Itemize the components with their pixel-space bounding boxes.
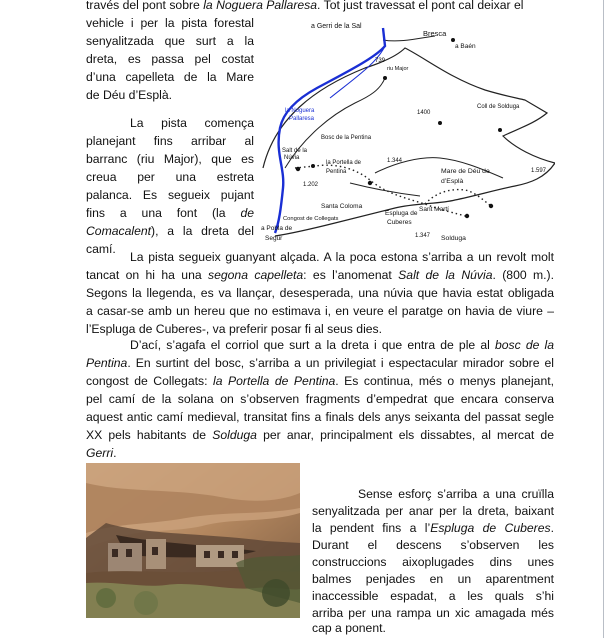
map-label-pobla-1: a Pobla de <box>261 225 293 232</box>
point-marker <box>465 214 469 218</box>
text-line: cap a ponent. <box>312 621 386 635</box>
map-label-1347: 1.347 <box>415 233 431 239</box>
point-marker <box>438 121 442 125</box>
valley-line <box>285 78 385 168</box>
text-line: de Déu d’Esplà. <box>86 88 173 102</box>
map-label-santa-coloma: Santa Coloma <box>321 203 363 210</box>
text-line: fins a una font (la de <box>86 206 254 220</box>
point-marker <box>383 76 387 80</box>
map-label-1202: 1.202 <box>303 182 319 188</box>
point-marker <box>311 164 315 168</box>
text-line: creua per una estreta <box>86 170 254 184</box>
text-line: senyalitzada per anar per la dreta, baixant <box>312 504 554 518</box>
valley-line <box>350 183 420 196</box>
text-line: barranc (riu Major), que es <box>86 152 254 166</box>
text-line: la pendent fins a l’Espluga de Cuberes. <box>312 521 554 535</box>
text-line: vehicle i per la pista forestal <box>86 16 254 30</box>
map-label-espluga-1: Espluga de <box>385 210 418 217</box>
map-label-1597: 1.597 <box>531 168 547 174</box>
point-marker <box>368 181 372 185</box>
text-line: pel camí de la solana on s’observen fragments d’empedrat que encara conserva <box>86 392 554 406</box>
map-label-739: 739 <box>375 58 386 64</box>
text-line: camí. <box>86 242 116 256</box>
map-label-salt-2: Núvia <box>284 155 300 161</box>
map-label-mare-2: d’Esplà <box>441 178 464 185</box>
map-label-bresca: Bresca <box>423 29 447 38</box>
map-label-bosc: Bosc de la Pentina <box>321 135 372 141</box>
map-label-1400: 1400 <box>417 110 431 116</box>
map-label-1344: 1.344 <box>387 158 403 164</box>
text-line: Segons la llegenda, es va llançar, desesperada, una núvia que havia estat obligada <box>86 286 554 300</box>
text-line: XX pels habitants de Solduga per anar, principalment els dissabtes, al mercat de <box>86 428 554 442</box>
map-label-espluga-2: Cuberes <box>387 219 412 226</box>
text-line: construccions aixoplugades dins unes <box>312 555 554 569</box>
text-line: congost de Collegats: la Portella de Pentina. Es continua, més o menys planejant, <box>86 374 554 388</box>
text-line: arriba per una rampa un xic amagada més <box>312 606 554 620</box>
text-line: Sense esforç s’arriba a una cruïlla <box>358 487 554 501</box>
map-label-mare-1: Mare de Déu de <box>441 168 490 175</box>
text-line: dreta, es passa pel costat <box>86 52 254 66</box>
map-label-noguera-1: la Noguera <box>285 108 315 114</box>
text-line: Comacalent), a la dreta del <box>86 224 254 238</box>
ridge-outline <box>263 48 555 236</box>
text-line: palanca. Es segueix pujant <box>86 188 254 202</box>
text-line: aquest antic camí medieval, transitat fins a finals dels anys seixanta del passat segle <box>86 410 554 424</box>
text-line: La pista segueix guanyant alçada. A la poca estona s’arriba a un revolt molt <box>130 250 554 264</box>
trail-path <box>425 190 491 206</box>
map-label-sant-marti: Sant Martí <box>419 206 449 213</box>
text-line: l’Espluga de Cuberes-, va preferir posar fi al seus dies. <box>86 322 383 336</box>
map-label-salt-1: Salt de la <box>282 148 308 154</box>
text-line: La pista comença <box>130 116 254 130</box>
map-label-riu-major: riu Major <box>387 66 409 72</box>
text-line: balmes penjades en un aparentment <box>312 572 554 586</box>
map-label-coll: Coll de Solduga <box>477 104 520 110</box>
text-line: planejant fins arribar al <box>86 134 254 148</box>
text-line: D’ací, s’agafa el corriol que surt a la dreta i que entra de ple al bosc de la <box>130 338 554 352</box>
text-line: Gerri. <box>86 446 117 460</box>
point-marker <box>296 167 300 171</box>
text-line: Durant el descens s’observen les <box>312 538 554 552</box>
point-marker <box>498 128 502 132</box>
text-line: tancat on hi ha una segona capelleta: es l’anomenat Salt de la Núvia. (800 m.). <box>86 268 554 282</box>
paragraph-1-line-1: través del pont sobre la Noguera Pallaresa. Tot just travessat el pont cal deixar el <box>86 0 524 12</box>
point-marker <box>489 204 493 208</box>
text-line: inaccessible espadat, a les quals s’hi <box>312 589 554 603</box>
text-line: d’una capelleta de la Mare <box>86 70 254 84</box>
map-label-gerri: a Gerri de la Sal <box>311 23 362 30</box>
text-line: Pentina. En surtint del bosc, s’arriba a un privilegiat i espectacular mirador sobre el <box>86 356 554 370</box>
map-label-congost: Congost de Collegats <box>283 216 339 222</box>
text-line: a casar-se amb un hereu que no estimava i, en veure el paratge on havia de viure – <box>86 304 554 318</box>
map-label-pobla-2: Segur <box>265 235 283 242</box>
map-label-portella-2: Pentina <box>326 169 347 175</box>
map-label-baen: a Baén <box>455 43 476 50</box>
espluga-cuberes-photo <box>86 463 300 618</box>
route-map <box>255 18 555 243</box>
point-marker <box>451 38 455 42</box>
text-line: senyalitzada que surt a la <box>86 34 254 48</box>
map-label-portella-1: la Portella de <box>326 160 362 166</box>
map-label-solduga: Solduga <box>441 235 466 242</box>
map-label-noguera-2: Pallaresa <box>289 116 315 122</box>
